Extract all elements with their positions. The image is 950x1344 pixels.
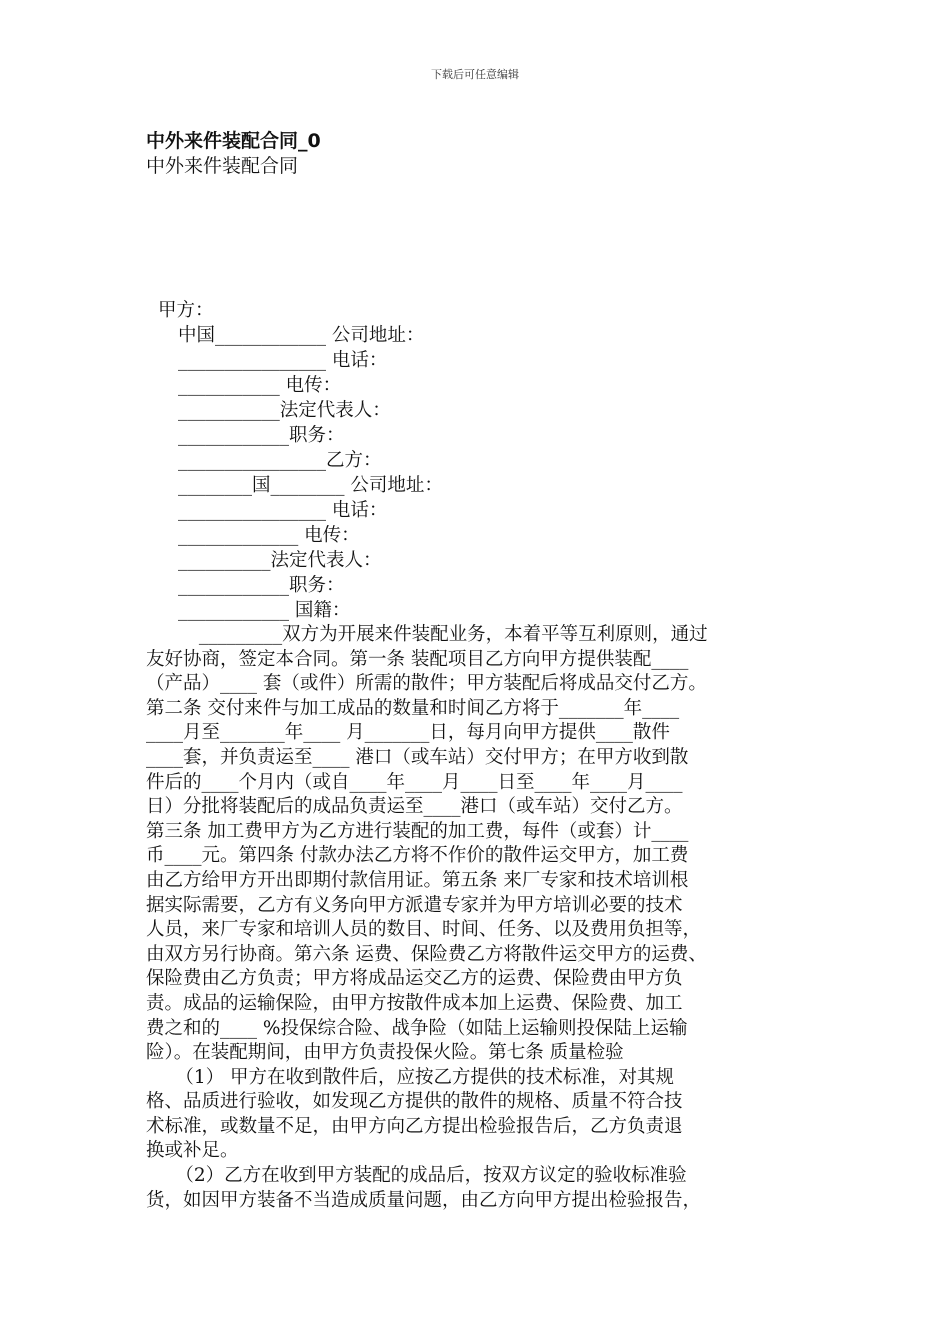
body-line: _________双方为开展来件装配业务，本着平等互利原则，通过 bbox=[146, 624, 708, 645]
body-line: 币____元。第四条 付款办法乙方将不作价的散件运交甲方，加工费 bbox=[146, 845, 689, 867]
body-line: 日）分批将装配后的成品负责运至____港口（或车站）交付乙方。 bbox=[146, 796, 683, 818]
party-line: ________________乙方： bbox=[178, 450, 382, 471]
contract-body bbox=[146, 623, 818, 1213]
body-line: 换或补足。 bbox=[146, 1140, 239, 1162]
party-line: ___________ 电传： bbox=[178, 375, 342, 396]
body-line: 第三条 加工费甲方为乙方进行装配的加工费，每件（或套）计____ bbox=[146, 820, 689, 842]
body-line: 保险费由乙方负责；甲方将成品运交乙方的运费、保险费由甲方负 bbox=[146, 968, 683, 990]
body-line: 费之和的____ %投保综合险、战争险（如陆上运输则投保陆上运输 bbox=[146, 1017, 688, 1039]
party-line: _____________ 电传： bbox=[178, 525, 360, 546]
party-line: ____________职务： bbox=[178, 575, 345, 596]
party-line: ________________ 电话： bbox=[178, 500, 388, 521]
body-line: 由乙方给甲方开出即期付款信用证。第五条 来厂专家和技术培训根 bbox=[146, 869, 689, 891]
body-line: 友好协商，签定本合同。第一条 装配项目乙方向甲方提供装配____ bbox=[146, 648, 689, 670]
document-subtitle: 中外来件装配合同 bbox=[146, 155, 299, 177]
party-line: 甲方： bbox=[158, 300, 214, 321]
body-line: （2）乙方在收到甲方装配的成品后，按双方议定的验收标准验 bbox=[146, 1165, 687, 1187]
body-line: 术标准，或数量不足，由甲方向乙方提出检验报告后，乙方负责退 bbox=[146, 1115, 683, 1137]
body-line: （1） 甲方在收到散件后，应按乙方提供的技术标准，对其规 bbox=[146, 1066, 675, 1088]
party-line: ____________ 国籍： bbox=[178, 600, 351, 621]
party-line: ____________职务： bbox=[178, 425, 345, 446]
body-line: （产品）____ 套（或件）所需的散件；甲方装配后将成品交付乙方。 bbox=[146, 673, 707, 695]
page-header: 下载后可任意编辑 bbox=[431, 68, 519, 81]
body-line: 人员，来厂专家和培训人员的数目、时间、任务、以及费用负担等， bbox=[146, 919, 702, 941]
body-line: ____月至_______年____ 月_______日，每月向甲方提供____散件 bbox=[146, 722, 670, 744]
party-line: ________________ 电话： bbox=[178, 350, 388, 371]
body-line: 第二条 交付来件与加工成品的数量和时间乙方将于_______年____ bbox=[146, 697, 680, 719]
party-line: 中国____________ 公司地址： bbox=[178, 325, 425, 346]
body-line: 责。成品的运输保险，由甲方按散件成本加上运费、保险费、加工 bbox=[146, 992, 683, 1014]
body-line: 险）。在装配期间，由甲方负责投保火险。第七条 质量检验 bbox=[146, 1042, 624, 1064]
party-line: ________国________ 公司地址： bbox=[178, 475, 443, 496]
body-line: ____套，并负责运至____ 港口（或车站）交付甲方；在甲方收到散 bbox=[146, 746, 689, 768]
party-line: ___________法定代表人： bbox=[178, 400, 391, 421]
body-line: 据实际需要，乙方有义务向甲方派遣专家并为甲方培训必要的技术 bbox=[146, 894, 683, 916]
party-line: __________法定代表人： bbox=[178, 550, 382, 571]
body-line: 格、品质进行验收，如发现乙方提供的散件的规格、质量不符合技 bbox=[146, 1091, 683, 1113]
document-title: 中外来件装配合同_0 bbox=[146, 130, 321, 152]
body-line: 货，如因甲方装备不当造成质量问题，由乙方向甲方提出检验报告， bbox=[146, 1189, 702, 1211]
body-line: 件后的____个月内（或自____年____月____日至____年____月____ bbox=[146, 771, 683, 793]
body-line: 由双方另行协商。第六条 运费、保险费乙方将散件运交甲方的运费、 bbox=[146, 943, 707, 965]
